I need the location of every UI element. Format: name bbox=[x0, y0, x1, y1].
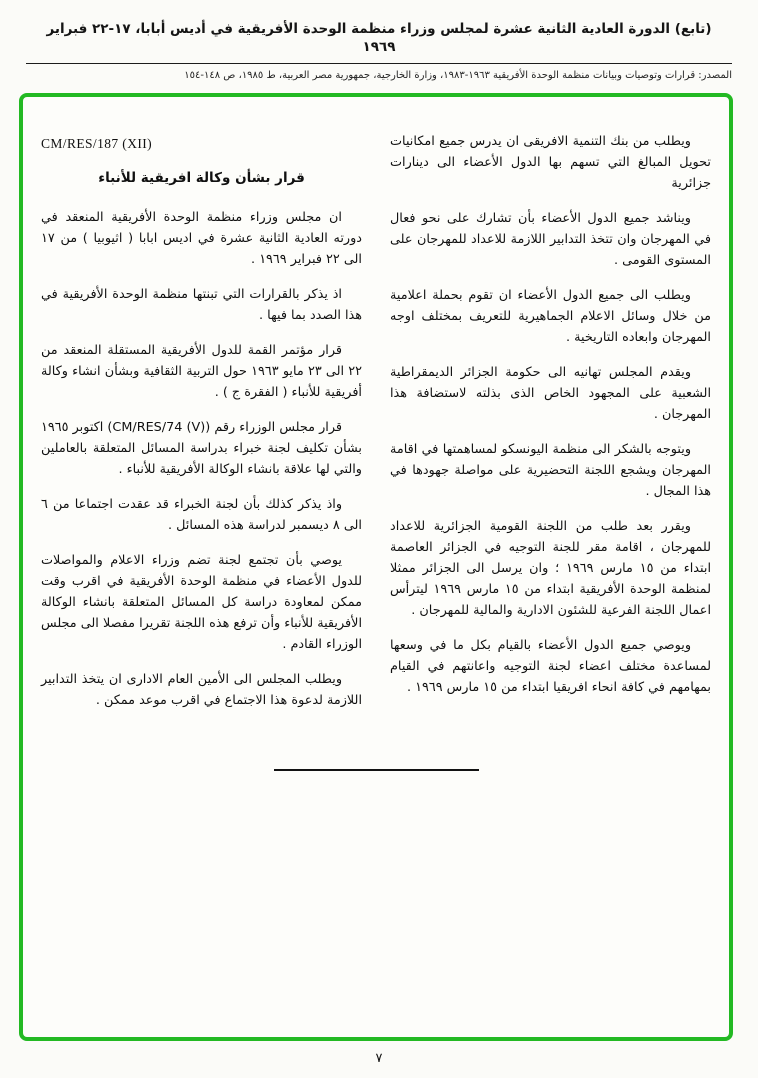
paragraph: ويطلب من بنك التنمية الافريقى ان يدرس جميع امكانيات تحويل المبالغ التي تسهم بها الدول الأعضاء الى دينارات جزائرية bbox=[390, 134, 711, 191]
paragraph: اذ يذكر بالقرارات التي تبنتها منظمة الوحدة الأفريقية في هذا الصدد بما فيها . bbox=[41, 287, 362, 323]
resolution-title: قرار بشأن وكالة افريقية للأنباء bbox=[98, 170, 305, 186]
section-divider bbox=[274, 769, 479, 771]
paragraph: ويوصي جميع الدول الأعضاء بالقيام بكل ما في وسعها لمساعدة مختلف اعضاء لجنة التوجيه واعانتهم في القيام بمهامهم في كافة انحاء افريقيا ابتداء من ١٥ مارس ١٩٦٩ . bbox=[390, 638, 711, 695]
paragraph: ويطلب الى جميع الدول الأعضاء ان تقوم بحملة اعلامية من خلال وسائل الاعلام الجماهيرية للتعريف بمختلف اوجه المهرجان وابعاده التاريخية . bbox=[390, 288, 711, 345]
paragraph: ويقرر بعد طلب من اللجنة القومية الجزائرية للاعداد للمهرجان ، اقامة مقر للجنة التوجيه في الجزائر العاصمة ابتداء من ١٥ مارس ١٩٦٩ ؛ وان يرسل الى الجزائر ممثلا لمنظمة الوحدة الأفريقية ابتداء من ١٥ مارس ١٩٦٩ ليترأس اعمال اللجنة الفرعية للشئون الادارية والمالية للمهرجان . bbox=[390, 519, 711, 618]
resolution-reference-number: CM/RES/187 (XII) bbox=[41, 136, 153, 151]
paragraph: ان مجلس وزراء منظمة الوحدة الأفريقية المنعقد في دورته العادية الثانية عشرة في اديس ابابا ( اثيوبيا ) من ١٧ الى ٢٢ فبراير ١٩٦٩ . bbox=[41, 210, 362, 267]
paragraph: ويناشد جميع الدول الأعضاء بأن تشارك على نحو فعال في المهرجان وان تتخذ التدابير اللازمة للاعداد للمهرجان على المستوى القومى . bbox=[390, 211, 711, 268]
header-title: (تابع) الدورة العادية الثانية عشرة لمجلس وزراء منظمة الوحدة الأفريقية في أديس أبابا، ١٧-٢٢ فبراير ١٩٦٩ bbox=[46, 21, 712, 55]
document-frame bbox=[19, 93, 733, 1041]
paragraph: قرار مؤتمر القمة للدول الأفريقية المستقلة المنعقد من ٢٢ الى ٢٣ مايو ١٩٦٣ حول التربية الثقافية وبشأن انشاء وكالة أفريقية للأنباء ( الفقرة ج ) . bbox=[41, 343, 363, 400]
paragraph: ويقدم المجلس تهانيه الى حكومة الجزائر الديمقراطية الشعبية على المجهود الخاص الذى بذلته لاستضافة هذا المهرجان . bbox=[390, 365, 711, 422]
page-number: ٧ bbox=[375, 1051, 383, 1066]
paragraph: يوصي بأن تجتمع لجنة تضم وزراء الاعلام والمواصلات للدول الأعضاء في منظمة الوحدة الأفريقية في اقرب وقت ممكن لمعاودة دراسة كل المسائل المتعلقة بانشاء الوكالة الأفريقية للأنباء وأن ترفع هذه اللجنة تقريرا مفصلا الى مجلس الوزراء القادم . bbox=[41, 553, 362, 652]
page-header bbox=[0, 0, 758, 83]
paragraph: قرار مجلس الوزراء رقم (CM/RES/74 (V)) اكتوبر ١٩٦٥ بشأن تكليف لجنة خبراء بدراسة المسائل المتعلقة بالعاملين والتي لها علاقة بانشاء الوكالة الأفريقية للأنباء . bbox=[41, 420, 362, 477]
header-rule bbox=[26, 63, 732, 64]
header-source-line: المصدر: قرارات وتوصيات وبيانات منظمة الوحدة الأفريقية ١٩٦٣-١٩٨٣، وزارة الخارجية، جمهورية مصر العربية، ط ١٩٨٥، ص ١٤٨-١٥٤ bbox=[184, 70, 732, 81]
column-left-news-agency-resolution bbox=[41, 131, 362, 725]
two-column-body bbox=[41, 131, 711, 725]
column-right-festival-resolution bbox=[390, 131, 711, 725]
paragraph: واذ يذكر كذلك بأن لجنة الخبراء قد عقدت اجتماعا من ٦ الى ٨ ديسمبر لدراسة هذه المسائل . bbox=[41, 497, 362, 533]
paragraph: ويطلب المجلس الى الأمين العام الادارى ان يتخذ التدابير اللازمة لدعوة هذا الاجتماع في اقرب موعد ممكن . bbox=[41, 672, 362, 708]
paragraph: ويتوجه بالشكر الى منظمة اليونسكو لمساهمتها في اقامة المهرجان ويشجع اللجنة التحضيرية على مواصلة جهودها في هذا المجال . bbox=[390, 442, 711, 499]
